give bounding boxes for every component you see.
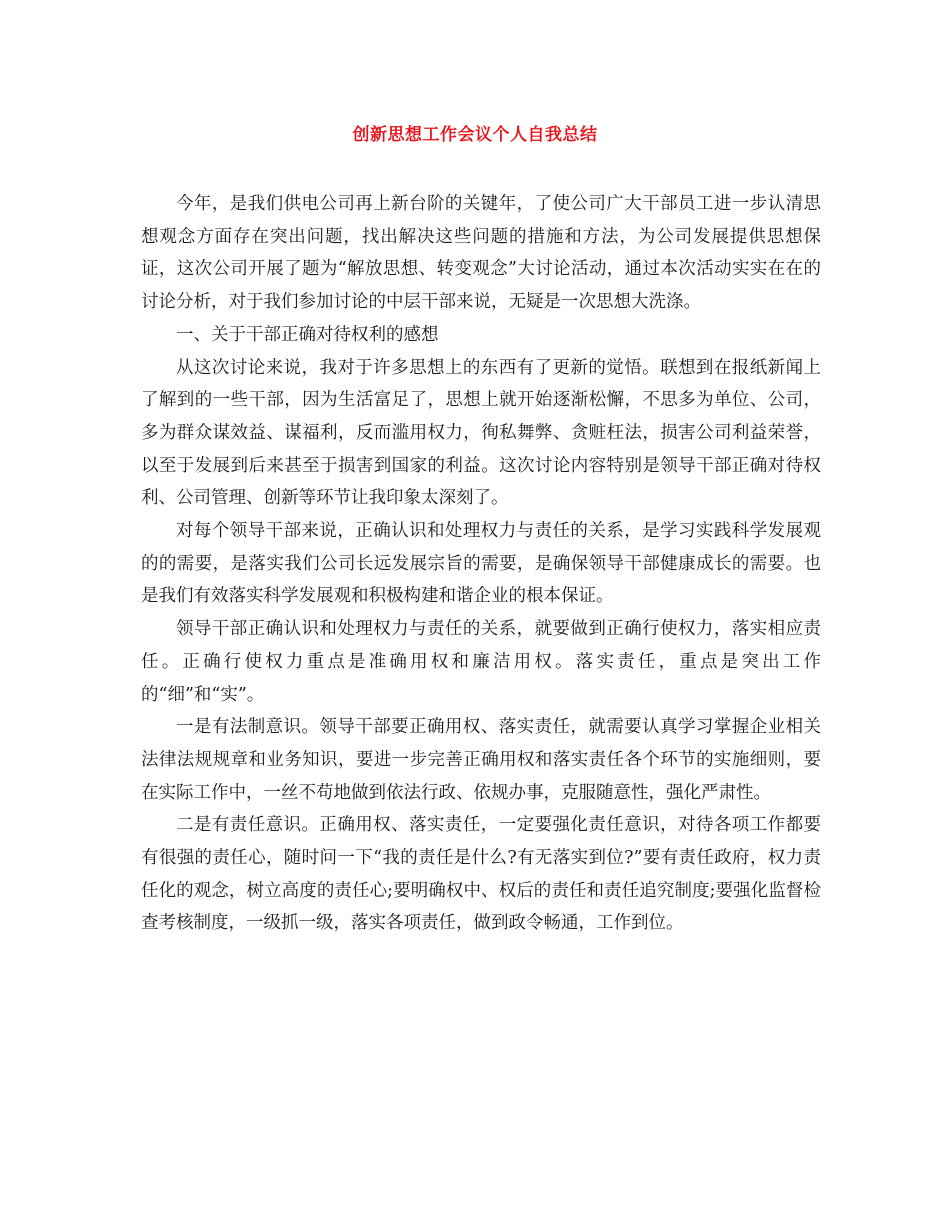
paragraph: 领导干部正确认识和处理权力与责任的关系，就要做到正确行使权力，落实相应责任。正确行使权力重点是准确用权和廉洁用权。落实责任，重点是突出工作的“细”和“实”。 bbox=[141, 619, 821, 705]
paragraph: 对每个领导干部来说，正确认识和处理权力与责任的关系，是学习实践科学发展观的的需要，是落实我们公司长远发展宗旨的需要，是确保领导干部健康成长的需要。也是我们有效落实科学发展观和积极构建和谐企业的根本保证。 bbox=[141, 521, 821, 607]
paragraph: 从这次讨论来说，我对于许多思想上的东西有了更新的觉悟。联想到在报纸新闻上了解到的一些干部，因为生活富足了，思想上就开始逐渐松懈，不思多为单位、公司，多为群众谋效益、谋福利，反而滥用权力，徇私舞弊、贪赃枉法，损害公司利益荣誉，以至于发展到后来甚至于损害到国家的利益。这次讨论内容特别是领导干部正确对待权利、公司管理、创新等环节让我印象太深刻了。 bbox=[141, 357, 821, 509]
paragraph: 一是有法制意识。领导干部要正确用权、落实责任，就需要认真学习掌握企业相关法律法规规章和业务知识，要进一步完善正确用权和落实责任各个环节的实施细则，要在实际工作中，一丝不苟地做到依法行政、依规办事，克服随意性，强化严肃性。 bbox=[141, 717, 821, 803]
paragraph: 二是有责任意识。正确用权、落实责任，一定要强化责任意识，对待各项工作都要有很强的责任心，随时问一下“我的责任是什么?有无落实到位?”要有责任政府，权力责任化的观念，树立高度的责任心;要明确权中、权后的责任和责任追究制度;要强化监督检查考核制度，一级抓一级，落实各项责任，做到政令畅通，工作到位。 bbox=[141, 815, 821, 934]
document-body bbox=[141, 188, 821, 940]
paragraph-intro: 今年，是我们供电公司再上新台阶的关键年，了使公司广大干部员工进一步认清思想观念方面存在突出问题，找出解决这些问题的措施和方法，为公司发展提供思想保证，这次公司开展了题为“解放思想、转变观念”大讨论活动，通过本次活动实实在在的讨论分析，对于我们参加讨论的中层干部来说，无疑是一次思想大洗涤。 bbox=[141, 194, 821, 313]
document-title: 创新思想工作会议个人自我总结 bbox=[352, 125, 598, 145]
section-heading-1: 一、关于干部正确对待权利的感想 bbox=[176, 324, 439, 345]
